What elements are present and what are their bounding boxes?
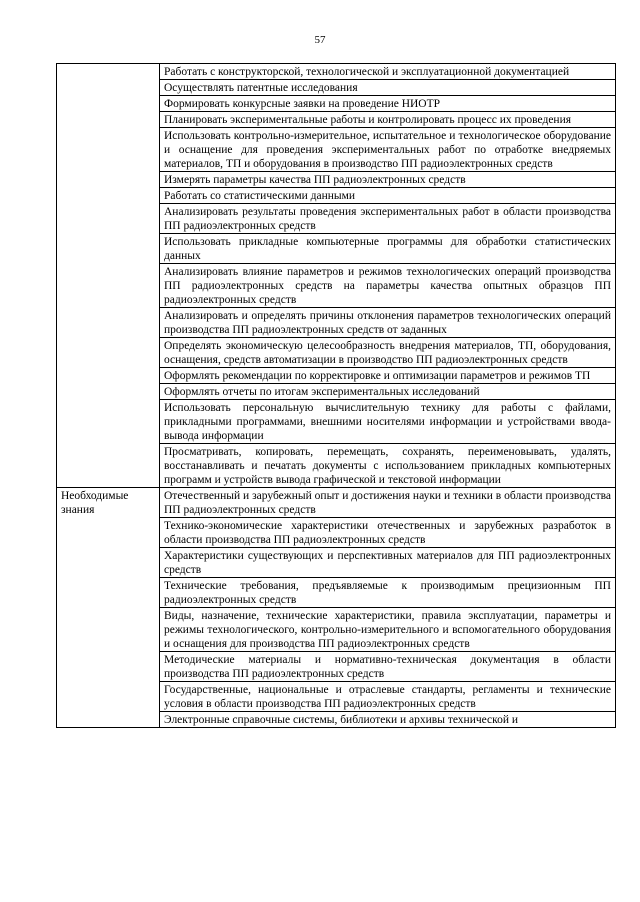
- skill-item: Анализировать влияние параметров и режимов технологических операций производства ПП радиоэлектронных средств на параметры качества опытных образцов ПП радиоэлектронных средств: [160, 264, 616, 308]
- skill-item: Работать с конструкторской, технологической и эксплуатационной документацией: [160, 64, 616, 80]
- knowledge-item-text: Электронные справочные системы, библиотеки и архивы технической и: [164, 714, 519, 726]
- skill-item: Анализировать и определять причины отклонения параметров технологических операций производства ПП радиоэлектронных средств от заданных: [160, 308, 616, 338]
- skills-label-cell: [57, 64, 160, 488]
- competency-table: [56, 63, 616, 728]
- knowledge-item: Виды, назначение, технические характеристики, правила эксплуатации, параметры и режимы технологического, контрольно-измерительного и вспомогательного оборудования и оснащения для производства ПП радиоэлектронных средств: [160, 608, 616, 652]
- skill-item: Определять экономическую целесообразность внедрения материалов, ТП, оборудования, оснащения, средств автоматизации в производство ПП радиоэлектронных средств: [160, 338, 616, 368]
- knowledge-item: Характеристики существующих и перспективных материалов для ПП радиоэлектронных средств: [160, 548, 616, 578]
- skill-item: Работать со статистическими данными: [160, 188, 616, 204]
- skill-item: Использовать персональную вычислительную технику для работы с файлами, прикладными программами, внешними носителями информации и устройствами ввода-вывода информации: [160, 400, 616, 444]
- skill-item: Просматривать, копировать, перемещать, сохранять, переименовывать, удалять, восстанавливать и печатать документы с использованием прикладных компьютерных программ и устройств вывода графической и текстовой информации: [160, 444, 616, 488]
- skill-item: Формировать конкурсные заявки на проведение НИОТР: [160, 96, 616, 112]
- table-row: [57, 64, 616, 80]
- skill-item: Измерять параметры качества ПП радиоэлектронных средств: [160, 172, 616, 188]
- knowledge-item: [160, 712, 616, 728]
- knowledge-item: Отечественный и зарубежный опыт и достижения науки и техники в области производства ПП радиоэлектронных средств: [160, 488, 616, 518]
- skill-item: Оформлять рекомендации по корректировке и оптимизации параметров и режимов ТП: [160, 368, 616, 384]
- skill-item: Оформлять отчеты по итогам экспериментальных исследований: [160, 384, 616, 400]
- knowledge-label: Необходимые знания: [57, 488, 160, 728]
- skill-item: Использовать прикладные компьютерные программы для обработки статистических данных: [160, 234, 616, 264]
- knowledge-item: Государственные, национальные и отраслевые стандарты, регламенты и технические условия в области производства ПП радиоэлектронных средств: [160, 682, 616, 712]
- knowledge-item: Технико-экономические характеристики отечественных и зарубежных разработок в области производства ПП радиоэлектронных средств: [160, 518, 616, 548]
- skill-item: Осуществлять патентные исследования: [160, 80, 616, 96]
- knowledge-item: Методические материалы и нормативно-техническая документация в области производства ПП радиоэлектронных средств: [160, 652, 616, 682]
- knowledge-item: Технические требования, предъявляемые к производимым прецизионным ПП радиоэлектронных средств: [160, 578, 616, 608]
- table-row: [57, 488, 616, 518]
- page-number: 57: [314, 34, 326, 46]
- skill-item: Анализировать результаты проведения экспериментальных работ в области производства ПП радиоэлектронных средств: [160, 204, 616, 234]
- skill-item: Использовать контрольно-измерительное, испытательное и технологическое оборудование и оснащение для проведения экспериментальных работ по отработке внедряемых материалов, ТП и оборудования в производство ПП радиоэлектронных средств: [160, 128, 616, 172]
- skill-item: Планировать экспериментальные работы и контролировать процесс их проведения: [160, 112, 616, 128]
